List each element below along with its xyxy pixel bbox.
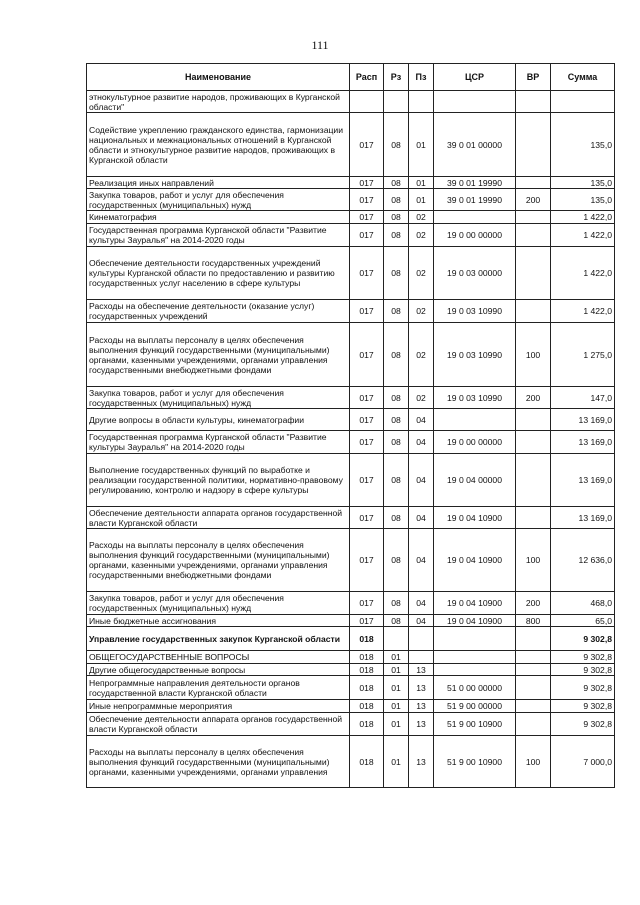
table-row xyxy=(87,91,615,113)
row-rz: 01 xyxy=(384,664,409,676)
row-pz: 04 xyxy=(409,507,434,529)
row-name: Государственная программа Курганской области "Развитие культуры Зауралья" на 2014-2020 годы xyxy=(87,431,350,454)
row-rasp: 017 xyxy=(350,387,384,409)
row-sum: 13 169,0 xyxy=(551,454,615,507)
table-row xyxy=(87,454,615,507)
row-vr: 200 xyxy=(516,189,551,211)
row-rasp: 018 xyxy=(350,651,384,664)
row-sum: 9 302,8 xyxy=(551,651,615,664)
row-rasp: 017 xyxy=(350,507,384,529)
row-name: этнокультурное развитие народов, проживающих в Курганской области" xyxy=(87,91,350,113)
table-row xyxy=(87,700,615,713)
row-rz: 01 xyxy=(384,676,409,700)
row-vr xyxy=(516,627,551,651)
row-csr: 51 9 00 10900 xyxy=(434,736,516,788)
header-vr: ВР xyxy=(516,64,551,91)
row-pz: 02 xyxy=(409,247,434,300)
row-vr xyxy=(516,113,551,177)
table-row xyxy=(87,113,615,177)
row-name: Управление государственных закупок Курганской области xyxy=(87,627,350,651)
row-pz: 13 xyxy=(409,676,434,700)
row-sum: 9 302,8 xyxy=(551,713,615,736)
row-sum: 7 000,0 xyxy=(551,736,615,788)
table-row xyxy=(87,409,615,431)
page-number: 111 xyxy=(311,38,329,52)
row-pz: 02 xyxy=(409,323,434,387)
table-row xyxy=(87,713,615,736)
row-rz xyxy=(384,91,409,113)
row-vr xyxy=(516,177,551,189)
header-rasp: Расп xyxy=(350,64,384,91)
row-vr xyxy=(516,211,551,224)
row-pz: 02 xyxy=(409,387,434,409)
table-row xyxy=(87,651,615,664)
row-rz: 08 xyxy=(384,529,409,592)
row-name: Кинематография xyxy=(87,211,350,224)
row-name: Закупка товаров, работ и услуг для обеспечения государственных (муниципальных) нужд xyxy=(87,189,350,211)
row-vr xyxy=(516,431,551,454)
row-csr: 51 9 00 10900 xyxy=(434,713,516,736)
row-rz: 08 xyxy=(384,615,409,627)
row-name: Другие общегосударственные вопросы xyxy=(87,664,350,676)
row-vr xyxy=(516,713,551,736)
row-pz: 04 xyxy=(409,431,434,454)
row-rasp: 018 xyxy=(350,700,384,713)
row-vr: 100 xyxy=(516,529,551,592)
row-csr xyxy=(434,651,516,664)
row-rasp: 017 xyxy=(350,211,384,224)
row-vr xyxy=(516,651,551,664)
row-pz: 04 xyxy=(409,409,434,431)
row-vr: 100 xyxy=(516,736,551,788)
row-csr: 51 0 00 00000 xyxy=(434,676,516,700)
row-vr: 200 xyxy=(516,592,551,615)
row-rz: 08 xyxy=(384,323,409,387)
row-csr: 19 0 04 10900 xyxy=(434,592,516,615)
row-csr: 19 0 04 00000 xyxy=(434,454,516,507)
table-row xyxy=(87,300,615,323)
header-csr: ЦСР xyxy=(434,64,516,91)
row-name: Обеспечение деятельности аппарата органов государственной власти Курганской области xyxy=(87,507,350,529)
row-sum: 1 422,0 xyxy=(551,300,615,323)
row-vr xyxy=(516,300,551,323)
row-rasp: 017 xyxy=(350,431,384,454)
row-rz: 01 xyxy=(384,651,409,664)
row-name: Расходы на выплаты персоналу в целях обеспечения выполнения функций государственными (муниципальными) органами, казенными учреждениями, органами управления государственными внебюджетными фондами xyxy=(87,529,350,592)
row-vr xyxy=(516,676,551,700)
row-vr: 200 xyxy=(516,387,551,409)
table-row xyxy=(87,189,615,211)
row-name: Обеспечение деятельности государственных учреждений культуры Курганской области по предоставлению и развитию государственных услуг населению в сфере культуры xyxy=(87,247,350,300)
header-sum: Сумма xyxy=(551,64,615,91)
row-pz: 02 xyxy=(409,211,434,224)
row-pz xyxy=(409,627,434,651)
row-pz: 04 xyxy=(409,454,434,507)
row-csr: 39 0 01 19990 xyxy=(434,189,516,211)
table-row xyxy=(87,431,615,454)
row-name: Другие вопросы в области культуры, кинематографии xyxy=(87,409,350,431)
table-row xyxy=(87,323,615,387)
row-vr xyxy=(516,247,551,300)
row-pz: 04 xyxy=(409,592,434,615)
row-sum: 1 422,0 xyxy=(551,247,615,300)
header-pz: Пз xyxy=(409,64,434,91)
row-rz: 08 xyxy=(384,431,409,454)
row-csr xyxy=(434,664,516,676)
row-rz: 08 xyxy=(384,507,409,529)
row-csr: 51 9 00 00000 xyxy=(434,700,516,713)
table-row xyxy=(87,247,615,300)
row-pz: 13 xyxy=(409,664,434,676)
row-pz: 04 xyxy=(409,529,434,592)
row-vr xyxy=(516,409,551,431)
row-name: ОБЩЕГОСУДАРСТВЕННЫЕ ВОПРОСЫ xyxy=(87,651,350,664)
row-rz: 01 xyxy=(384,713,409,736)
table-row xyxy=(87,211,615,224)
row-sum: 9 302,8 xyxy=(551,627,615,651)
row-vr xyxy=(516,454,551,507)
row-rz: 08 xyxy=(384,592,409,615)
row-sum: 9 302,8 xyxy=(551,664,615,676)
row-pz: 01 xyxy=(409,189,434,211)
row-vr xyxy=(516,700,551,713)
row-pz xyxy=(409,91,434,113)
row-rasp: 017 xyxy=(350,615,384,627)
row-csr: 39 0 01 00000 xyxy=(434,113,516,177)
row-rasp: 018 xyxy=(350,736,384,788)
row-csr xyxy=(434,409,516,431)
row-name: Закупка товаров, работ и услуг для обеспечения государственных (муниципальных) нужд xyxy=(87,387,350,409)
table-row xyxy=(87,615,615,627)
row-name: Расходы на выплаты персоналу в целях обеспечения выполнения функций государственными (муниципальными) органами, казенными учреждениями, органами управления государственными внебюджетными фондами xyxy=(87,323,350,387)
row-sum: 135,0 xyxy=(551,177,615,189)
row-sum: 1 422,0 xyxy=(551,224,615,247)
table-row xyxy=(87,736,615,788)
row-vr xyxy=(516,664,551,676)
row-sum: 13 169,0 xyxy=(551,409,615,431)
row-sum xyxy=(551,91,615,113)
row-rz: 08 xyxy=(384,189,409,211)
row-sum: 65,0 xyxy=(551,615,615,627)
table-row xyxy=(87,387,615,409)
row-sum: 12 636,0 xyxy=(551,529,615,592)
row-vr: 100 xyxy=(516,323,551,387)
row-csr: 19 0 04 10900 xyxy=(434,615,516,627)
row-pz: 13 xyxy=(409,736,434,788)
row-rasp: 017 xyxy=(350,177,384,189)
row-rasp: 017 xyxy=(350,247,384,300)
row-rz xyxy=(384,627,409,651)
row-csr: 19 0 03 10990 xyxy=(434,387,516,409)
header-name: Наименование xyxy=(87,64,350,91)
row-rz: 08 xyxy=(384,177,409,189)
row-pz: 02 xyxy=(409,224,434,247)
row-rasp: 017 xyxy=(350,300,384,323)
row-sum: 9 302,8 xyxy=(551,700,615,713)
row-name: Реализация иных направлений xyxy=(87,177,350,189)
row-csr: 19 0 04 10900 xyxy=(434,507,516,529)
row-pz: 02 xyxy=(409,300,434,323)
row-rasp: 017 xyxy=(350,113,384,177)
row-vr xyxy=(516,507,551,529)
row-sum: 135,0 xyxy=(551,189,615,211)
row-rz: 08 xyxy=(384,454,409,507)
row-sum: 1 275,0 xyxy=(551,323,615,387)
row-rz: 08 xyxy=(384,387,409,409)
row-vr xyxy=(516,91,551,113)
row-csr xyxy=(434,211,516,224)
row-name: Иные бюджетные ассигнования xyxy=(87,615,350,627)
row-rz: 08 xyxy=(384,224,409,247)
table-row xyxy=(87,177,615,189)
row-rasp: 018 xyxy=(350,627,384,651)
table-row xyxy=(87,529,615,592)
row-rz: 08 xyxy=(384,300,409,323)
row-rasp: 017 xyxy=(350,454,384,507)
row-csr xyxy=(434,91,516,113)
row-sum: 9 302,8 xyxy=(551,676,615,700)
row-rasp: 017 xyxy=(350,323,384,387)
row-sum: 468,0 xyxy=(551,592,615,615)
row-name: Закупка товаров, работ и услуг для обеспечения государственных (муниципальных) нужд xyxy=(87,592,350,615)
row-rasp: 017 xyxy=(350,189,384,211)
row-sum: 13 169,0 xyxy=(551,431,615,454)
row-pz: 01 xyxy=(409,177,434,189)
row-rz: 08 xyxy=(384,211,409,224)
row-pz: 04 xyxy=(409,615,434,627)
table-row xyxy=(87,224,615,247)
table-row xyxy=(87,627,615,651)
row-name: Обеспечение деятельности аппарата органов государственной власти Курганской области xyxy=(87,713,350,736)
table-row xyxy=(87,592,615,615)
row-pz: 13 xyxy=(409,700,434,713)
row-csr: 19 0 03 00000 xyxy=(434,247,516,300)
row-sum: 135,0 xyxy=(551,113,615,177)
row-rz: 08 xyxy=(384,113,409,177)
row-rasp: 017 xyxy=(350,529,384,592)
budget-table xyxy=(86,63,615,788)
table-row xyxy=(87,676,615,700)
row-pz: 13 xyxy=(409,713,434,736)
row-rz: 01 xyxy=(384,700,409,713)
row-name: Расходы на обеспечение деятельности (оказание услуг) государственных учреждений xyxy=(87,300,350,323)
row-pz xyxy=(409,651,434,664)
row-rasp: 017 xyxy=(350,592,384,615)
row-pz: 01 xyxy=(409,113,434,177)
row-csr: 19 0 03 10990 xyxy=(434,323,516,387)
row-rz: 08 xyxy=(384,409,409,431)
row-rz: 08 xyxy=(384,247,409,300)
row-name: Непрограммные направления деятельности органов государственной власти Курганской области xyxy=(87,676,350,700)
row-sum: 13 169,0 xyxy=(551,507,615,529)
row-rasp: 018 xyxy=(350,713,384,736)
row-csr xyxy=(434,627,516,651)
row-name: Государственная программа Курганской области "Развитие культуры Зауралья" на 2014-2020 годы xyxy=(87,224,350,247)
row-vr: 800 xyxy=(516,615,551,627)
table-row xyxy=(87,507,615,529)
row-name: Содействие укреплению гражданского единства, гармонизации национальных и межнациональных отношений в Курганской области и этнокультурное развитие народов, проживающих в Курганской области xyxy=(87,113,350,177)
table-row xyxy=(87,664,615,676)
row-csr: 19 0 03 10990 xyxy=(434,300,516,323)
row-rasp: 017 xyxy=(350,224,384,247)
row-rz: 01 xyxy=(384,736,409,788)
row-rasp xyxy=(350,91,384,113)
row-sum: 1 422,0 xyxy=(551,211,615,224)
row-name: Иные непрограммные мероприятия xyxy=(87,700,350,713)
row-name: Расходы на выплаты персоналу в целях обеспечения выполнения функций государственными (муниципальными) органами, казенными учреждениями, органами управления xyxy=(87,736,350,788)
row-csr: 19 0 00 00000 xyxy=(434,431,516,454)
table-header-row xyxy=(87,64,615,91)
header-rz: Рз xyxy=(384,64,409,91)
row-name: Выполнение государственных функций по выработке и реализации государственной политики, нормативно-правовому регулированию, контролю и надзору в сфере культуры xyxy=(87,454,350,507)
row-rasp: 017 xyxy=(350,409,384,431)
row-sum: 147,0 xyxy=(551,387,615,409)
row-rasp: 018 xyxy=(350,676,384,700)
row-csr: 19 0 04 10900 xyxy=(434,529,516,592)
row-rasp: 018 xyxy=(350,664,384,676)
row-csr: 19 0 00 00000 xyxy=(434,224,516,247)
row-vr xyxy=(516,224,551,247)
row-csr: 39 0 01 19990 xyxy=(434,177,516,189)
